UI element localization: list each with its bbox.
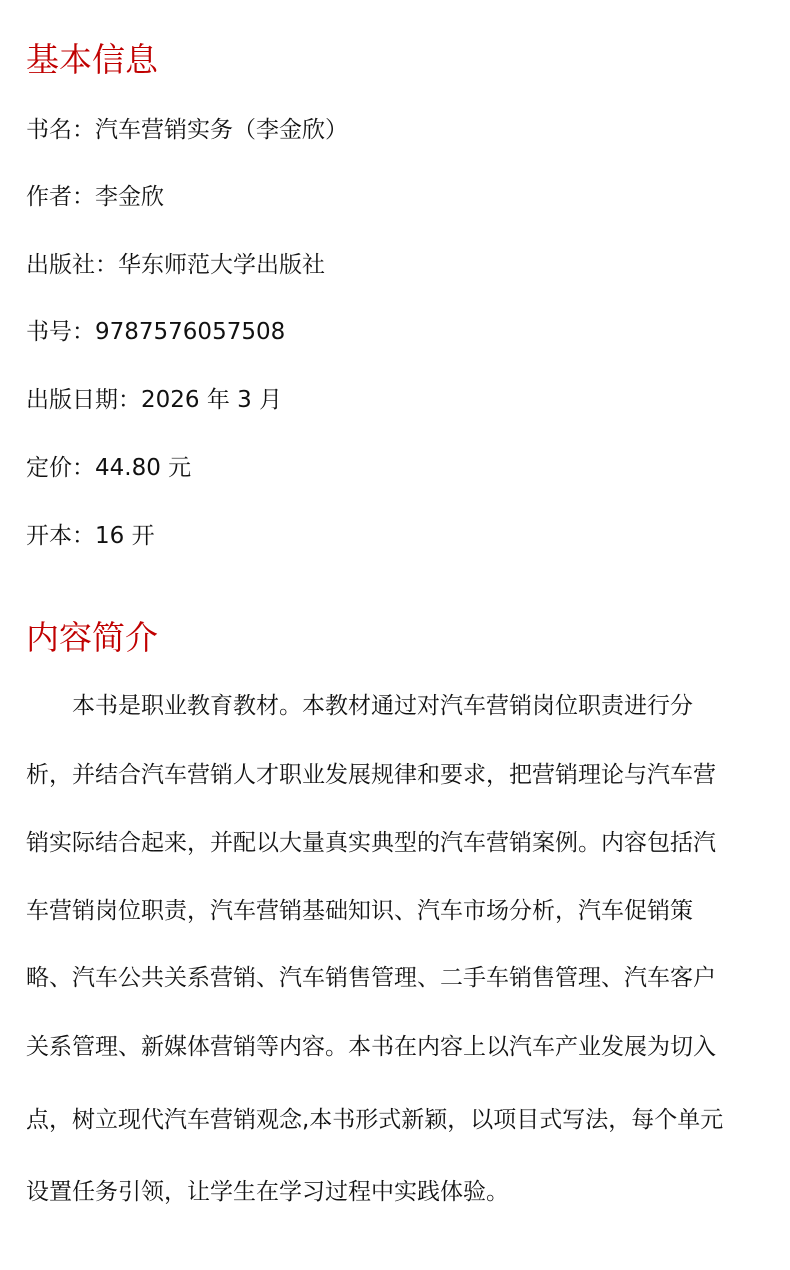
summary-line-3: 销实际结合起来，并配以大量真实典型的汽车营销案例。内容包括汽 <box>26 830 716 856</box>
isbn-row: 书号：9787576057508 <box>26 319 286 345</box>
format-row: 开本：16 开 <box>26 523 155 549</box>
summary-line-7: 点，树立现代汽车营销观念,本书形式新颖，以项目式写法，每个单元 <box>26 1107 724 1133</box>
summary-line-6: 关系管理、新媒体营销等内容。本书在内容上以汽车产业发展为切入 <box>26 1034 716 1060</box>
publisher-row: 出版社：华东师范大学出版社 <box>26 252 325 278</box>
book-title-row: 书名：汽车营销实务（李金欣） <box>26 117 348 143</box>
basic-info-heading: 基本信息 <box>26 40 158 79</box>
summary-line-5: 略、汽车公共关系营销、汽车销售管理、二手车销售管理、汽车客户 <box>26 965 716 991</box>
publish-date-row: 出版日期：2026 年 3 月 <box>26 387 283 413</box>
summary-line-2: 析，并结合汽车营销人才职业发展规律和要求，把营销理论与汽车营 <box>26 762 716 788</box>
summary-heading: 内容简介 <box>26 618 158 657</box>
price-row: 定价：44.80 元 <box>26 455 192 481</box>
summary-line-1: 本书是职业教育教材。本教材通过对汽车营销岗位职责进行分 <box>72 693 693 719</box>
summary-line-4: 车营销岗位职责，汽车营销基础知识、汽车市场分析，汽车促销策 <box>26 898 693 924</box>
summary-line-8: 设置任务引领，让学生在学习过程中实践体验。 <box>26 1179 509 1205</box>
author-row: 作者：李金欣 <box>26 184 164 210</box>
